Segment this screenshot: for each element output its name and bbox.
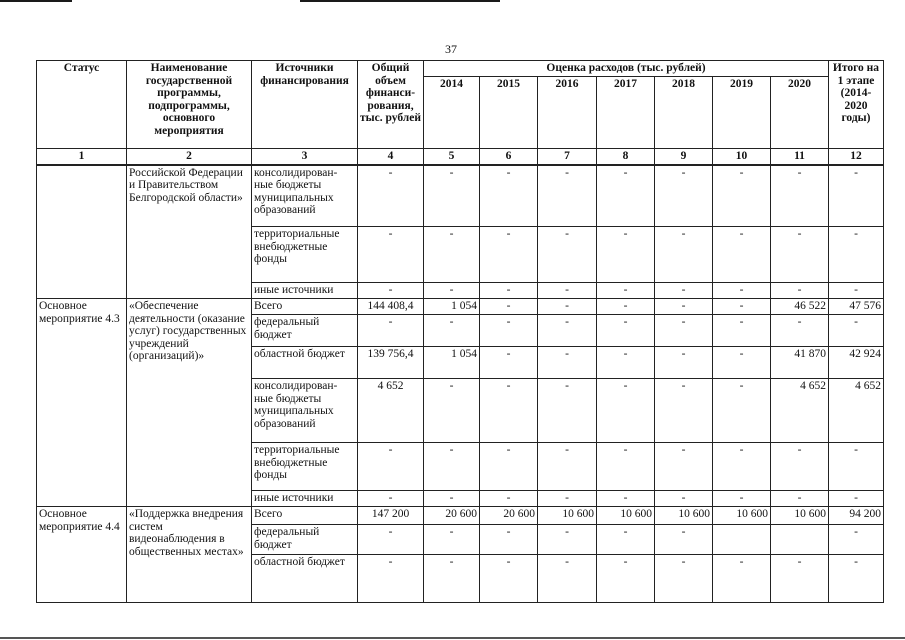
header-year: 2016	[538, 76, 597, 148]
year-amount-cell: -	[713, 347, 771, 379]
year-amount-cell: -	[771, 443, 829, 491]
year-amount-cell: -	[597, 525, 655, 555]
year-amount-cell: -	[597, 555, 655, 603]
column-number: 4	[358, 148, 424, 165]
column-number: 2	[127, 148, 252, 165]
year-amount-cell: -	[655, 443, 713, 491]
funding-source-cell: областной бюджет	[252, 555, 358, 603]
year-amount-cell: -	[713, 491, 771, 507]
stage-total-cell: -	[829, 555, 884, 603]
page-number: 37	[445, 42, 457, 56]
year-amount-cell: -	[424, 283, 480, 299]
total-amount-cell: 139 756,4	[358, 347, 424, 379]
year-amount-cell: -	[480, 283, 538, 299]
column-number: 3	[252, 148, 358, 165]
year-amount-cell: -	[655, 347, 713, 379]
year-amount-cell: -	[771, 555, 829, 603]
year-amount-cell: -	[655, 227, 713, 283]
table-row	[37, 165, 884, 227]
column-number: 5	[424, 148, 480, 165]
year-amount-cell: -	[538, 491, 597, 507]
year-amount-cell: -	[538, 299, 597, 315]
year-amount-cell: -	[424, 379, 480, 443]
year-amount-cell: -	[713, 299, 771, 315]
status-cell: Основное мероприятие 4.3	[37, 299, 127, 507]
funding-source-cell: федеральный бюджет	[252, 315, 358, 347]
total-amount-cell: -	[358, 491, 424, 507]
program-name-cell: Российской Федерации и Правительством Белгородской области»	[127, 165, 252, 299]
year-amount-cell: -	[771, 491, 829, 507]
year-amount-cell: -	[597, 347, 655, 379]
year-amount-cell: -	[655, 491, 713, 507]
year-amount-cell: -	[655, 525, 713, 555]
year-amount-cell: 41 870	[771, 347, 829, 379]
funding-source-cell: территориальные внебюджетные фонды	[252, 443, 358, 491]
year-amount-cell: -	[597, 165, 655, 227]
year-amount-cell: -	[538, 525, 597, 555]
year-amount-cell: -	[424, 227, 480, 283]
year-amount-cell: -	[480, 491, 538, 507]
table-row	[37, 299, 884, 315]
scan-edge-bottom	[0, 637, 905, 639]
year-amount-cell: -	[713, 283, 771, 299]
year-amount-cell: -	[655, 315, 713, 347]
header-year: 2014	[424, 76, 480, 148]
year-amount-cell: -	[538, 379, 597, 443]
year-amount-cell: 10 600	[655, 507, 713, 525]
table-row	[37, 507, 884, 525]
year-amount-cell: -	[771, 165, 829, 227]
year-amount-cell	[771, 525, 829, 555]
year-amount-cell: -	[771, 283, 829, 299]
header-sources: Источники финансирования	[252, 61, 358, 149]
column-number: 7	[538, 148, 597, 165]
year-amount-cell: 10 600	[771, 507, 829, 525]
header-estimate: Оценка расходов (тыс. рублей)	[424, 61, 829, 77]
total-amount-cell: -	[358, 165, 424, 227]
total-amount-cell: -	[358, 283, 424, 299]
stage-total-cell: -	[829, 491, 884, 507]
year-amount-cell: -	[480, 555, 538, 603]
column-number: 8	[597, 148, 655, 165]
total-amount-cell: 4 652	[358, 379, 424, 443]
column-number: 9	[655, 148, 713, 165]
funding-source-cell: Всего	[252, 299, 358, 315]
year-amount-cell: 46 522	[771, 299, 829, 315]
year-amount-cell: -	[713, 379, 771, 443]
stage-total-cell: -	[829, 315, 884, 347]
year-amount-cell: -	[424, 555, 480, 603]
header-year: 2017	[597, 76, 655, 148]
year-amount-cell: -	[713, 165, 771, 227]
year-amount-cell: -	[480, 165, 538, 227]
column-number: 10	[713, 148, 771, 165]
column-number: 1	[37, 148, 127, 165]
total-amount-cell: 147 200	[358, 507, 424, 525]
total-amount-cell: -	[358, 443, 424, 491]
stage-total-cell: -	[829, 443, 884, 491]
status-cell	[37, 165, 127, 299]
column-number-row	[37, 148, 884, 165]
stage-total-cell: -	[829, 165, 884, 227]
year-amount-cell: -	[538, 347, 597, 379]
year-amount-cell: -	[480, 227, 538, 283]
year-amount-cell: 1 054	[424, 347, 480, 379]
year-amount-cell: -	[480, 443, 538, 491]
year-amount-cell: -	[480, 525, 538, 555]
header-stage-total: Итого на 1 этапе (2014-2020 годы)	[829, 61, 884, 149]
year-amount-cell: -	[480, 299, 538, 315]
funding-source-cell: Всего	[252, 507, 358, 525]
header-name: Наименование государственной программы, подпрограммы, основного мероприятия	[127, 61, 252, 149]
year-amount-cell	[713, 525, 771, 555]
total-amount-cell: -	[358, 555, 424, 603]
year-amount-cell: -	[538, 165, 597, 227]
budget-table	[36, 60, 884, 603]
stage-total-cell: 47 576	[829, 299, 884, 315]
year-amount-cell: -	[424, 491, 480, 507]
year-amount-cell: -	[771, 227, 829, 283]
total-amount-cell: -	[358, 227, 424, 283]
year-amount-cell: -	[424, 525, 480, 555]
funding-source-cell: федеральный бюджет	[252, 525, 358, 555]
year-amount-cell: -	[713, 315, 771, 347]
program-name-cell: «Обеспечение деятельности (оказание услуг) государственных учреждений (организаций)»	[127, 299, 252, 507]
header-year: 2019	[713, 76, 771, 148]
funding-source-cell: иные источники	[252, 491, 358, 507]
stage-total-cell: -	[829, 525, 884, 555]
year-amount-cell: 10 600	[713, 507, 771, 525]
year-amount-cell: -	[597, 443, 655, 491]
column-number: 12	[829, 148, 884, 165]
year-amount-cell: 20 600	[480, 507, 538, 525]
column-number: 11	[771, 148, 829, 165]
funding-source-cell: территориальные внебюджетные фонды	[252, 227, 358, 283]
year-amount-cell: -	[771, 315, 829, 347]
year-amount-cell: -	[597, 299, 655, 315]
stage-total-cell: -	[829, 227, 884, 283]
year-amount-cell: -	[538, 443, 597, 491]
year-amount-cell: -	[538, 555, 597, 603]
year-amount-cell: 1 054	[424, 299, 480, 315]
year-amount-cell: -	[538, 315, 597, 347]
year-amount-cell: -	[597, 315, 655, 347]
year-amount-cell: 10 600	[538, 507, 597, 525]
year-amount-cell: -	[597, 227, 655, 283]
year-amount-cell: -	[538, 227, 597, 283]
year-amount-cell: -	[713, 443, 771, 491]
funding-source-cell: консолидирован-ные бюджеты муниципальных образований	[252, 165, 358, 227]
stage-total-cell: 42 924	[829, 347, 884, 379]
total-amount-cell: -	[358, 525, 424, 555]
year-amount-cell: -	[480, 315, 538, 347]
total-amount-cell: 144 408,4	[358, 299, 424, 315]
year-amount-cell: 4 652	[771, 379, 829, 443]
year-amount-cell: -	[538, 283, 597, 299]
stage-total-cell: 4 652	[829, 379, 884, 443]
year-amount-cell: -	[597, 491, 655, 507]
funding-source-cell: иные источники	[252, 283, 358, 299]
year-amount-cell: 10 600	[597, 507, 655, 525]
scan-edge-top-left	[0, 0, 72, 2]
stage-total-cell: -	[829, 283, 884, 299]
year-amount-cell: -	[713, 555, 771, 603]
year-amount-cell: -	[655, 283, 713, 299]
year-amount-cell: -	[597, 283, 655, 299]
scan-edge-top-mid	[300, 0, 500, 2]
header-year: 2020	[771, 76, 829, 148]
year-amount-cell: 20 600	[424, 507, 480, 525]
year-amount-cell: -	[655, 555, 713, 603]
header-year: 2018	[655, 76, 713, 148]
header-status: Статус	[37, 61, 127, 149]
program-name-cell: «Поддержка внедрения систем видеонаблюдения в общественных местах»	[127, 507, 252, 603]
year-amount-cell: -	[424, 165, 480, 227]
total-amount-cell: -	[358, 315, 424, 347]
funding-source-cell: консолидирован-ные бюджеты муниципальных образований	[252, 379, 358, 443]
year-amount-cell: -	[655, 379, 713, 443]
funding-source-cell: областной бюджет	[252, 347, 358, 379]
stage-total-cell: 94 200	[829, 507, 884, 525]
year-amount-cell: -	[655, 165, 713, 227]
year-amount-cell: -	[424, 315, 480, 347]
header-year: 2015	[480, 76, 538, 148]
year-amount-cell: -	[480, 379, 538, 443]
status-cell: Основное мероприятие 4.4	[37, 507, 127, 603]
year-amount-cell: -	[597, 379, 655, 443]
year-amount-cell: -	[713, 227, 771, 283]
year-amount-cell: -	[480, 347, 538, 379]
header-total: Общий объем финанси-рования, тыс. рублей	[358, 61, 424, 149]
year-amount-cell: -	[424, 443, 480, 491]
year-amount-cell: -	[655, 299, 713, 315]
column-number: 6	[480, 148, 538, 165]
